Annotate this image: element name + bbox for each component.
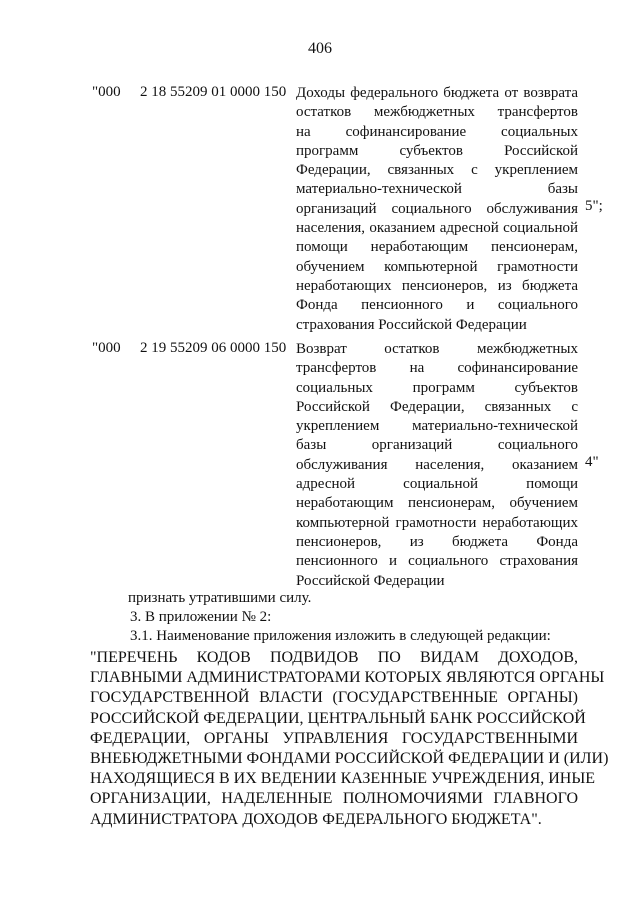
description-line: программ субъектов Российской	[296, 142, 578, 159]
title-line: ГЛАВНЫМИ АДМИНИСТРАТОРАМИ КОТОРЫХ ЯВЛЯЮТСЯ ОРГАНЫ	[90, 669, 605, 687]
title-line: РОССИЙСКОЙ ФЕДЕРАЦИИ, ЦЕНТРАЛЬНЫЙ БАНК РОССИЙСКОЙ	[90, 709, 586, 727]
description-line: пенсионного и социального страхования	[296, 553, 578, 570]
entry-prefix: "000	[92, 340, 121, 356]
description-line: остатков межбюджетных трансфертов	[296, 104, 578, 121]
description-line: организаций социального обслуживания	[296, 200, 578, 217]
entry-2	[0, 340, 640, 590]
item-3: 3. В приложении № 2:	[130, 609, 272, 625]
entry-prefix: "000	[92, 84, 121, 100]
entry-description	[296, 84, 578, 335]
description-line: Возврат остатков межбюджетных	[296, 341, 578, 357]
entry-suffix: 4"	[585, 454, 599, 470]
description-line: помощи неработающим пенсионерам,	[296, 239, 578, 256]
title-line: ВНЕБЮДЖЕТНЫМИ ФОНДАМИ РОССИЙСКОЙ ФЕДЕРАЦИИ И (ИЛИ)	[90, 749, 609, 767]
entry-description	[296, 340, 578, 591]
title-line: ФЕДЕРАЦИИ, ОРГАНЫ УПРАВЛЕНИЯ ГОСУДАРСТВЕННЫМИ	[90, 729, 578, 747]
invalidate-text: признать утратившими силу.	[128, 590, 312, 606]
description-line: на софинансирование социальных	[296, 123, 578, 140]
title-line: АДМИНИСТРАТОРА ДОХОДОВ ФЕДЕРАЛЬНОГО БЮДЖЕТА".	[90, 810, 542, 828]
description-line: страхования Российской Федерации	[296, 316, 527, 333]
description-line: Российской Федерации, связанных с	[296, 398, 578, 415]
entry-suffix: 5";	[585, 198, 603, 214]
page-number: 406	[308, 40, 332, 57]
appendix-title	[90, 648, 609, 830]
title-line: НАХОДЯЩИЕСЯ В ИХ ВЕДЕНИИ КАЗЕННЫЕ УЧРЕЖДЕНИЯ, ИНЫЕ	[90, 770, 596, 788]
description-line: пенсионеров, из бюджета Фонда	[296, 533, 578, 550]
description-line: населения, оказанием адресной социальной	[296, 220, 578, 237]
description-line: Фонда пенсионного и социального	[296, 297, 578, 314]
description-line: Российской Федерации	[296, 572, 445, 589]
description-line: Доходы федерального бюджета от возврата	[296, 85, 578, 101]
description-line: социальных программ субъектов	[296, 379, 578, 396]
entry-1	[0, 84, 640, 340]
description-line: компьютерной грамотности неработающих	[296, 514, 578, 531]
entry-code: 2 19 55209 06 0000 150	[140, 340, 287, 356]
description-line: укреплением материально-технической	[296, 418, 578, 435]
description-line: базы организаций социального	[296, 437, 578, 454]
title-line: ГОСУДАРСТВЕННОЙ ВЛАСТИ (ГОСУДАРСТВЕННЫЕ ОРГАНЫ)	[90, 689, 578, 707]
description-line: обслуживания населения, оказанием	[296, 456, 578, 473]
description-line: неработающим пенсионерам, обучением	[296, 495, 578, 512]
description-line: адресной социальной помощи	[296, 476, 578, 493]
description-line: неработающих пенсионеров, из бюджета	[296, 277, 578, 294]
title-line: "ПЕРЕЧЕНЬ КОДОВ ПОДВИДОВ ПО ВИДАМ ДОХОДОВ,	[90, 649, 578, 666]
description-line: трансфертов на софинансирование	[296, 360, 578, 377]
description-line: обучением компьютерной грамотности	[296, 258, 578, 275]
description-line: Федерации, связанных с укреплением	[296, 162, 578, 179]
description-line: материально-технической базы	[296, 181, 578, 198]
title-line: ОРГАНИЗАЦИИ, НАДЕЛЕННЫЕ ПОЛНОМОЧИЯМИ ГЛАВНОГО	[90, 790, 578, 808]
item-3-1: 3.1. Наименование приложения изложить в следующей редакции:	[130, 628, 551, 644]
entry-code: 2 18 55209 01 0000 150	[140, 84, 287, 100]
